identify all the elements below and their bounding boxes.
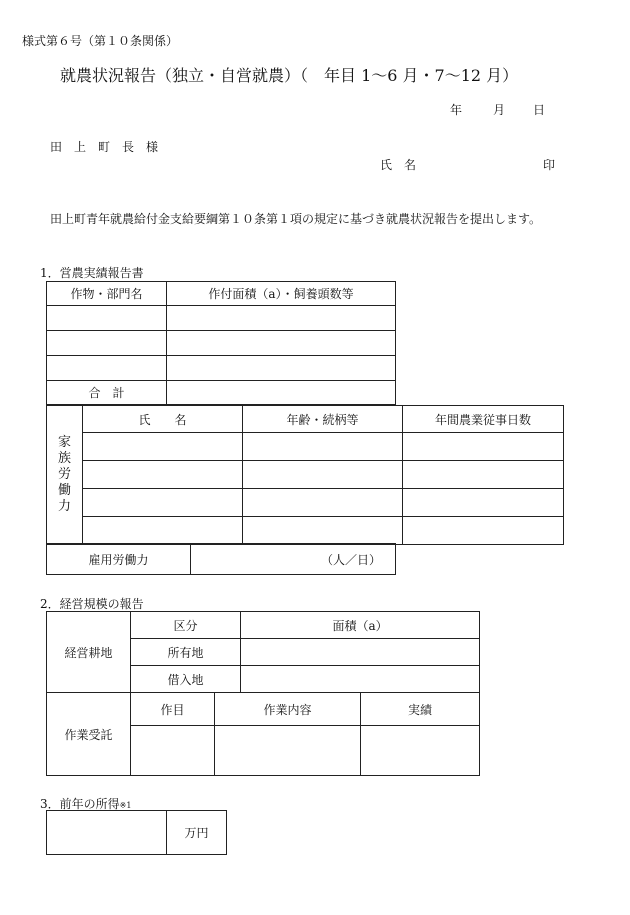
contract-label: 作業受託 xyxy=(47,693,131,776)
col-name-header: 氏 名 xyxy=(83,406,243,433)
date-day: 日 xyxy=(533,103,546,117)
name-cell[interactable] xyxy=(83,517,243,545)
name-label: 氏 名 xyxy=(380,158,417,172)
hired-labor-table xyxy=(46,543,396,575)
section2-heading: 2．経営規模の報告 xyxy=(40,597,144,611)
area-cell[interactable] xyxy=(167,356,396,381)
date-month: 月 xyxy=(493,103,506,117)
col-days-header: 年間農業従事日数 xyxy=(403,406,564,433)
crop-cell[interactable] xyxy=(47,331,167,356)
rented-land-cell[interactable] xyxy=(241,666,480,693)
col-crop-header: 作目 xyxy=(131,693,215,726)
owned-land-cell[interactable] xyxy=(241,639,480,666)
page-title: 就農状況報告（独立・自営就農）（ 年目 1〜6 月・7〜12 月） xyxy=(60,66,519,85)
income-table xyxy=(46,810,227,855)
income-cell[interactable] xyxy=(47,811,167,855)
contract-result-cell[interactable] xyxy=(361,726,480,776)
age-cell[interactable] xyxy=(243,461,403,489)
family-labor-table xyxy=(46,405,564,545)
days-cell[interactable] xyxy=(403,433,564,461)
income-unit: 万円 xyxy=(167,811,227,855)
name-cell[interactable] xyxy=(83,461,243,489)
note-mark: ※1 xyxy=(119,801,132,810)
section3-heading: 3．前年の所得※1 xyxy=(40,797,132,811)
owned-land-label: 所有地 xyxy=(131,639,241,666)
col-menseki-header: 面積（a） xyxy=(241,612,480,639)
date-year: 年 xyxy=(450,103,463,117)
col-crop-header: 作物・部門名 xyxy=(47,282,167,306)
col-area-header: 作付面積（a）・飼養頭数等 xyxy=(167,282,396,306)
contract-crop-cell[interactable] xyxy=(131,726,215,776)
col-age-header: 年齢・続柄等 xyxy=(243,406,403,433)
family-labor-label: 家族労働力 xyxy=(47,406,83,545)
form-number: 様式第６号（第１０条関係） xyxy=(22,34,179,48)
contract-work-cell[interactable] xyxy=(215,726,361,776)
col-work-header: 作業内容 xyxy=(215,693,361,726)
total-cell[interactable] xyxy=(167,381,396,405)
total-label: 合 計 xyxy=(47,381,167,405)
crop-cell[interactable] xyxy=(47,306,167,331)
area-cell[interactable] xyxy=(167,331,396,356)
intro-text: 田上町青年就農給付金支給要綱第１０条第１項の規定に基づき就農状況報告を提出します。 xyxy=(50,212,542,226)
crop-table xyxy=(46,281,396,405)
seal-mark: 印 xyxy=(543,158,556,172)
addressee: 田 上 町 長 様 xyxy=(50,140,159,154)
name-cell[interactable] xyxy=(83,489,243,517)
rented-land-label: 借入地 xyxy=(131,666,241,693)
col-kubun-header: 区分 xyxy=(131,612,241,639)
name-cell[interactable] xyxy=(83,433,243,461)
days-cell[interactable] xyxy=(403,461,564,489)
age-cell[interactable] xyxy=(243,517,403,545)
scale-table xyxy=(46,611,480,776)
hired-labor-cell[interactable]: （人／日） xyxy=(191,544,396,575)
col-result-header: 実績 xyxy=(361,693,480,726)
age-cell[interactable] xyxy=(243,433,403,461)
land-label: 経営耕地 xyxy=(47,612,131,693)
age-cell[interactable] xyxy=(243,489,403,517)
days-cell[interactable] xyxy=(403,517,564,545)
section1-heading: 1．営農実績報告書 xyxy=(40,266,144,280)
crop-cell[interactable] xyxy=(47,356,167,381)
hired-labor-label: 雇用労働力 xyxy=(47,544,191,575)
days-cell[interactable] xyxy=(403,489,564,517)
area-cell[interactable] xyxy=(167,306,396,331)
